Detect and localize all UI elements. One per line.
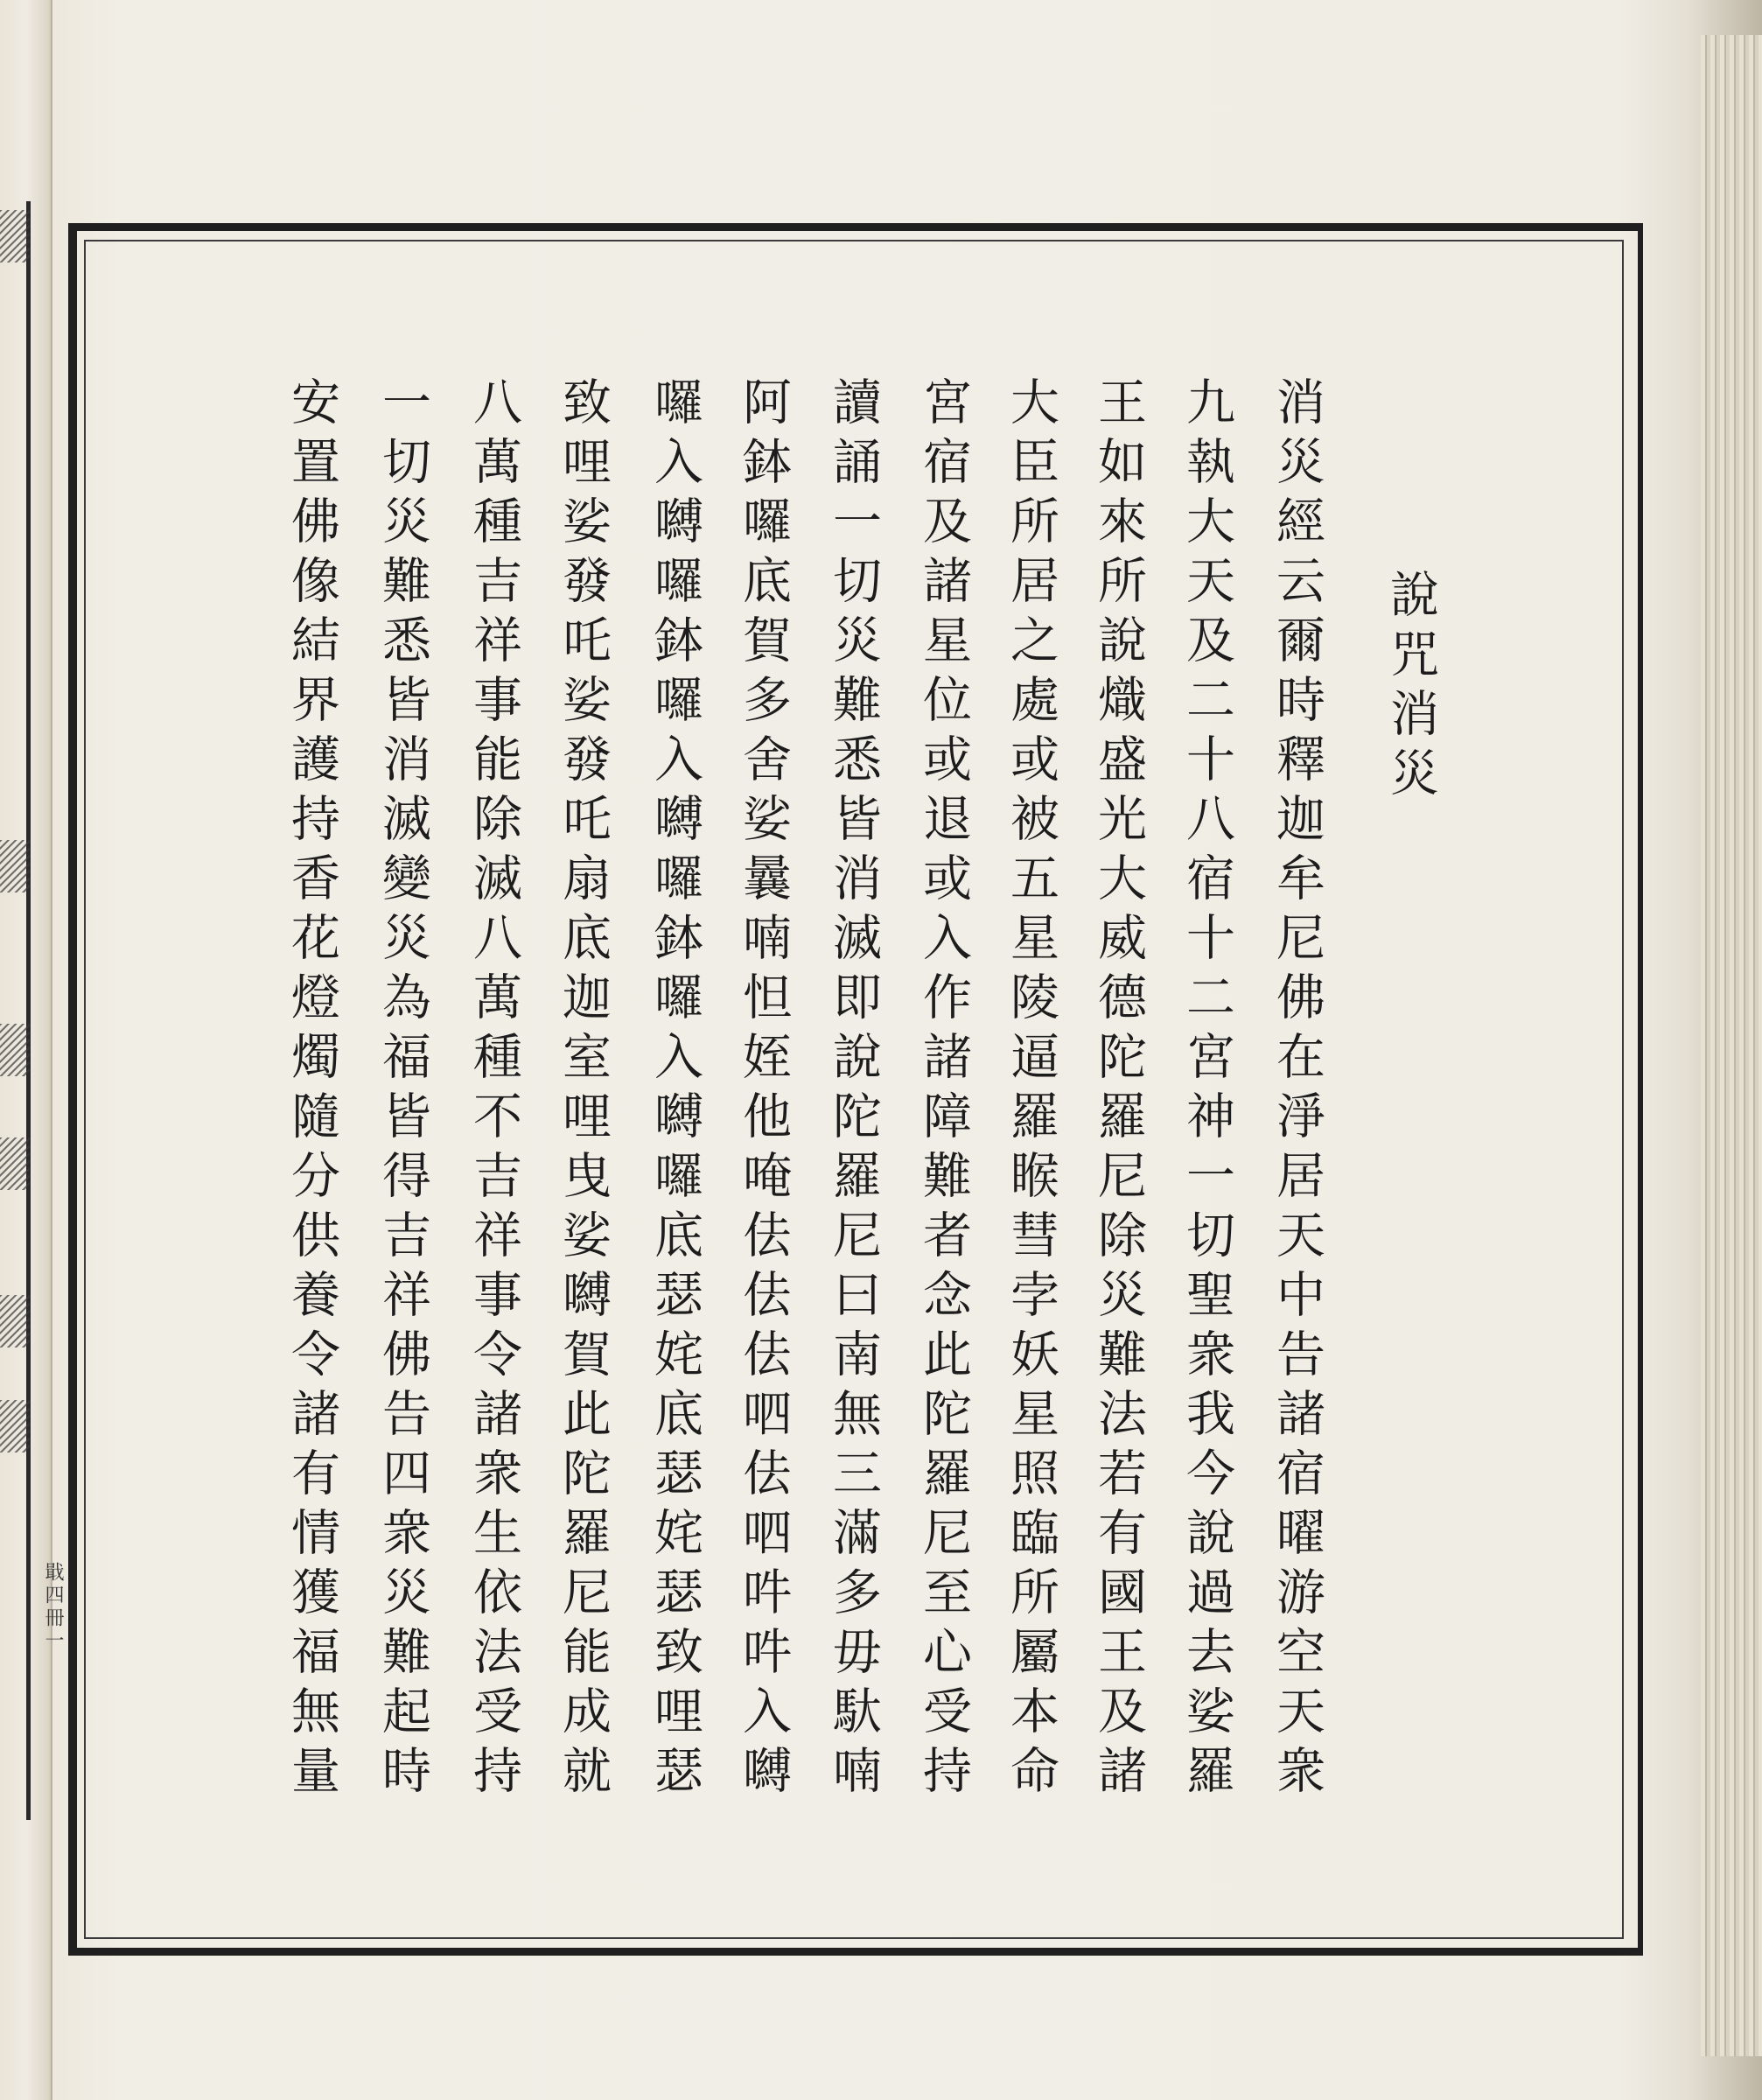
facing-page-ornament [0, 1138, 30, 1190]
margin-note: 戢四冊一 [42, 1562, 64, 1653]
text-column: 讀誦一切災難悉皆消滅即說陀羅尼曰南無三滿多毋馱喃 [825, 376, 882, 1804]
section-title: 說咒消災 [1382, 569, 1439, 807]
facing-page-ornament [0, 210, 30, 262]
text-column: 消災經云爾時釋迦牟尼佛在淨居天中告諸宿曜游空天衆 [1269, 376, 1325, 1804]
facing-page-ornament [0, 1024, 30, 1076]
text-column: 宮宿及諸星位或退或入作諸障難者念此陀羅尼至心受持 [915, 376, 972, 1804]
facing-page-ornament [0, 840, 30, 892]
text-column: 八萬種吉祥事能除滅八萬種不吉祥事令諸衆生依法受持 [465, 376, 522, 1804]
facing-page-ornament [0, 1400, 30, 1452]
text-column: 安置佛像結界護持香花燈燭隨分供養令諸有情獲福無量 [283, 376, 340, 1804]
text-column: 阿鉢囉底賀多舍娑曩喃怛姪他唵佉佉佉呬佉呬吽吽入嚩 [735, 376, 792, 1804]
text-column: 九執大天及二十八宿十二宮神一切聖衆我今說過去娑羅 [1178, 376, 1235, 1804]
text-column: 一切災難悉皆消滅變災為福皆得吉祥佛告四衆災難起時 [374, 376, 431, 1804]
text-column: 王如來所說熾盛光大威德陀羅尼除災難法若有國王及諸 [1090, 376, 1147, 1804]
facing-page-ornament [0, 1295, 30, 1348]
page-stack-edge [1701, 35, 1762, 2056]
text-column: 囉入嚩囉鉢囉入嚩囉鉢囉入嚩囉底瑟姹底瑟姹瑟致哩瑟 [647, 376, 703, 1804]
text-column: 大臣所居之處或被五星陵逼羅睺彗孛妖星照臨所屬本命 [1003, 376, 1059, 1804]
text-column: 致哩娑發吒娑發吒扇底迦室哩曳娑嚩賀此陀羅尼能成就 [555, 376, 612, 1804]
facing-page-rule [26, 201, 31, 1820]
